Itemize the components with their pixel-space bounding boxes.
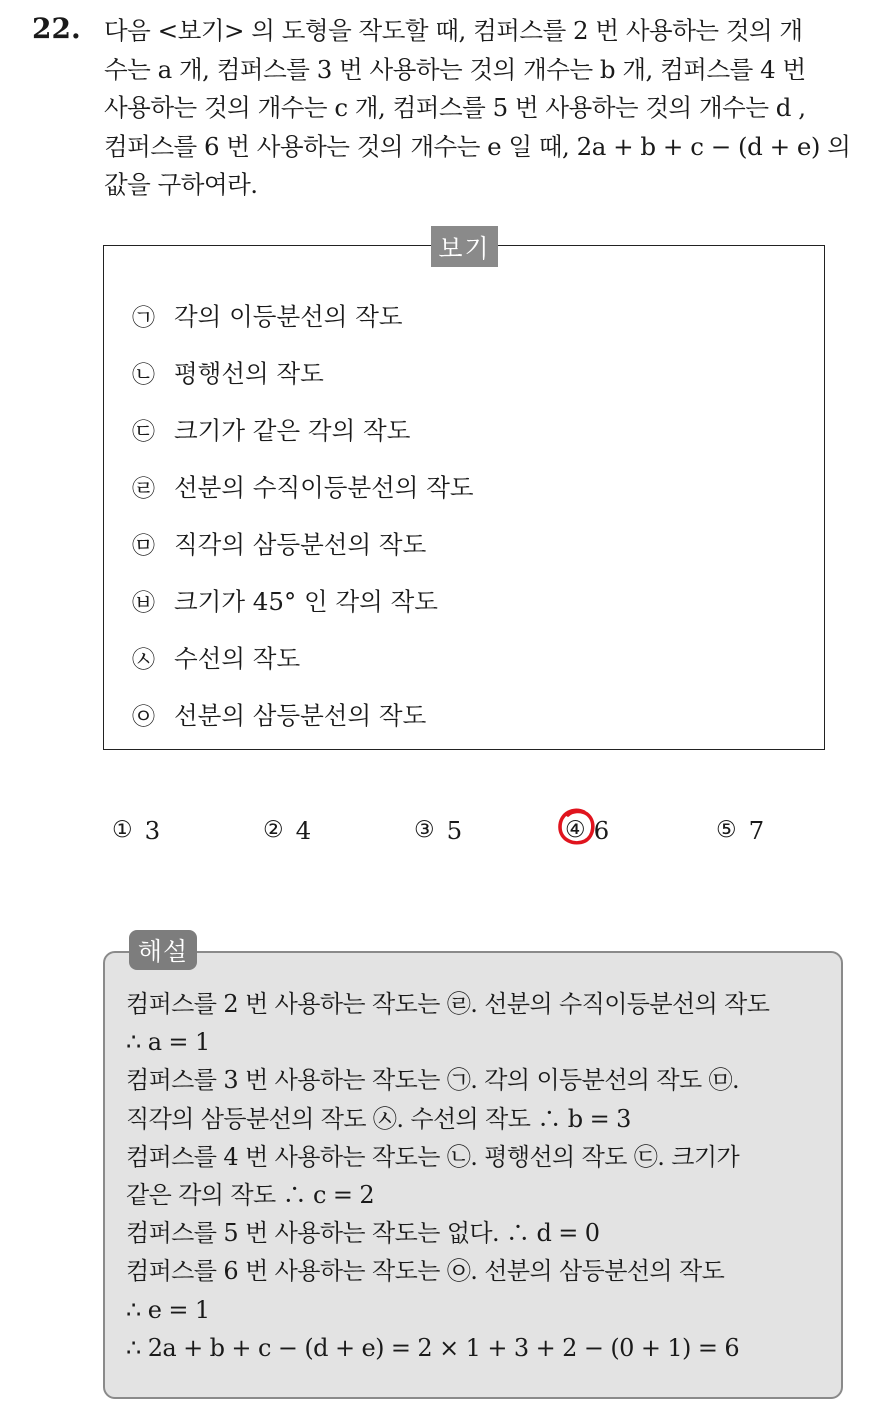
bogi-marker: ㉢ — [132, 419, 155, 445]
bogi-item — [132, 458, 474, 515]
solution-line: 컴퍼스를 6 번 사용하는 작도는 ㉧. 선분의 삼등분선의 작도 — [126, 1257, 725, 1286]
choice-2[interactable] — [263, 810, 311, 850]
question-line: 컴퍼스를 6 번 사용하는 것의 개수는 e 일 때, 2a + b + c − (d + e) 의 — [104, 131, 851, 161]
choice-1[interactable] — [112, 810, 160, 850]
choice-number: ⑤ — [716, 817, 737, 843]
question-number: 22. — [32, 12, 81, 45]
bogi-item — [132, 629, 474, 686]
bogi-item-text: 선분의 수직이등분선의 작도 — [174, 473, 474, 502]
choice-5[interactable] — [716, 810, 764, 850]
bogi-item-text: 수선의 작도 — [174, 644, 301, 673]
question-line: 값을 구하여라. — [104, 170, 258, 199]
choice-value: 6 — [593, 815, 610, 845]
solution-line: 같은 각의 작도 ∴ c = 2 — [126, 1181, 375, 1210]
bogi-item-text: 직각의 삼등분선의 작도 — [174, 530, 427, 559]
bogi-marker: ㉣ — [132, 476, 155, 502]
choice-value: 5 — [446, 815, 463, 845]
choice-number: ② — [263, 817, 284, 843]
question-text — [104, 12, 864, 205]
question-line: 사용하는 것의 개수는 c 개, 컴퍼스를 5 번 사용하는 것의 개수는 d , — [104, 93, 806, 122]
bogi-marker: ㉡ — [132, 362, 155, 388]
choice-number: ③ — [414, 817, 435, 843]
bogi-item — [132, 401, 474, 458]
bogi-item — [132, 287, 474, 344]
answer-choices — [0, 810, 884, 850]
bogi-item-text: 선분의 삼등분선의 작도 — [174, 701, 427, 730]
bogi-marker: ㉧ — [132, 704, 155, 730]
choice-value: 7 — [748, 815, 765, 845]
solution-line: 컴퍼스를 2 번 사용하는 작도는 ㉣. 선분의 수직이등분선의 작도 — [126, 990, 770, 1018]
answer-mark-circle — [554, 805, 598, 849]
question-line: 수는 a 개, 컴퍼스를 3 번 사용하는 것의 개수는 b 개, 컴퍼스를 4 번 — [104, 54, 806, 84]
choice-value: 3 — [144, 815, 161, 845]
bogi-list — [132, 287, 474, 743]
bogi-item-text: 평행선의 작도 — [174, 359, 324, 388]
choice-value: 4 — [295, 815, 312, 845]
bogi-item-text: 크기가 같은 각의 작도 — [174, 416, 411, 445]
bogi-item — [132, 686, 474, 743]
bogi-item — [132, 515, 474, 572]
bogi-marker: ㉥ — [132, 590, 155, 616]
solution-title: 해설 — [129, 930, 197, 970]
solution-line: ∴ a = 1 — [126, 1028, 210, 1057]
bogi-marker: ㉤ — [132, 533, 155, 559]
choice-number: ④ — [565, 817, 586, 843]
bogi-marker: ㉦ — [132, 647, 155, 673]
choice-3[interactable] — [414, 810, 462, 850]
bogi-item — [132, 572, 474, 629]
solution-line: 컴퍼스를 4 번 사용하는 작도는 ㉡. 평행선의 작도 ㉢. 크기가 — [126, 1142, 740, 1171]
bogi-item — [132, 344, 474, 401]
choice-number: ① — [112, 817, 133, 843]
solution-line: 컴퍼스를 3 번 사용하는 작도는 ㉠. 각의 이등분선의 작도 ㉤. — [126, 1066, 740, 1095]
solution-line: 컴퍼스를 5 번 사용하는 작도는 없다. ∴ d = 0 — [126, 1219, 600, 1248]
solution-line: ∴ e = 1 — [126, 1295, 210, 1324]
solution-text — [126, 985, 836, 1367]
bogi-title: 보기 — [431, 226, 498, 267]
bogi-item-text: 크기가 45° 인 각의 작도 — [174, 587, 438, 616]
solution-line: 직각의 삼등분선의 작도 ㉦. 수선의 작도 ∴ b = 3 — [126, 1104, 631, 1133]
bogi-marker: ㉠ — [132, 305, 155, 331]
question-line: 다음 <보기> 의 도형을 작도할 때, 컴퍼스를 2 번 사용하는 것의 개 — [104, 16, 803, 45]
bogi-item-text: 각의 이등분선의 작도 — [174, 302, 403, 331]
solution-line: ∴ 2a + b + c − (d + e) = 2 × 1 + 3 + 2 − (0 + 1) = 6 — [126, 1333, 740, 1362]
